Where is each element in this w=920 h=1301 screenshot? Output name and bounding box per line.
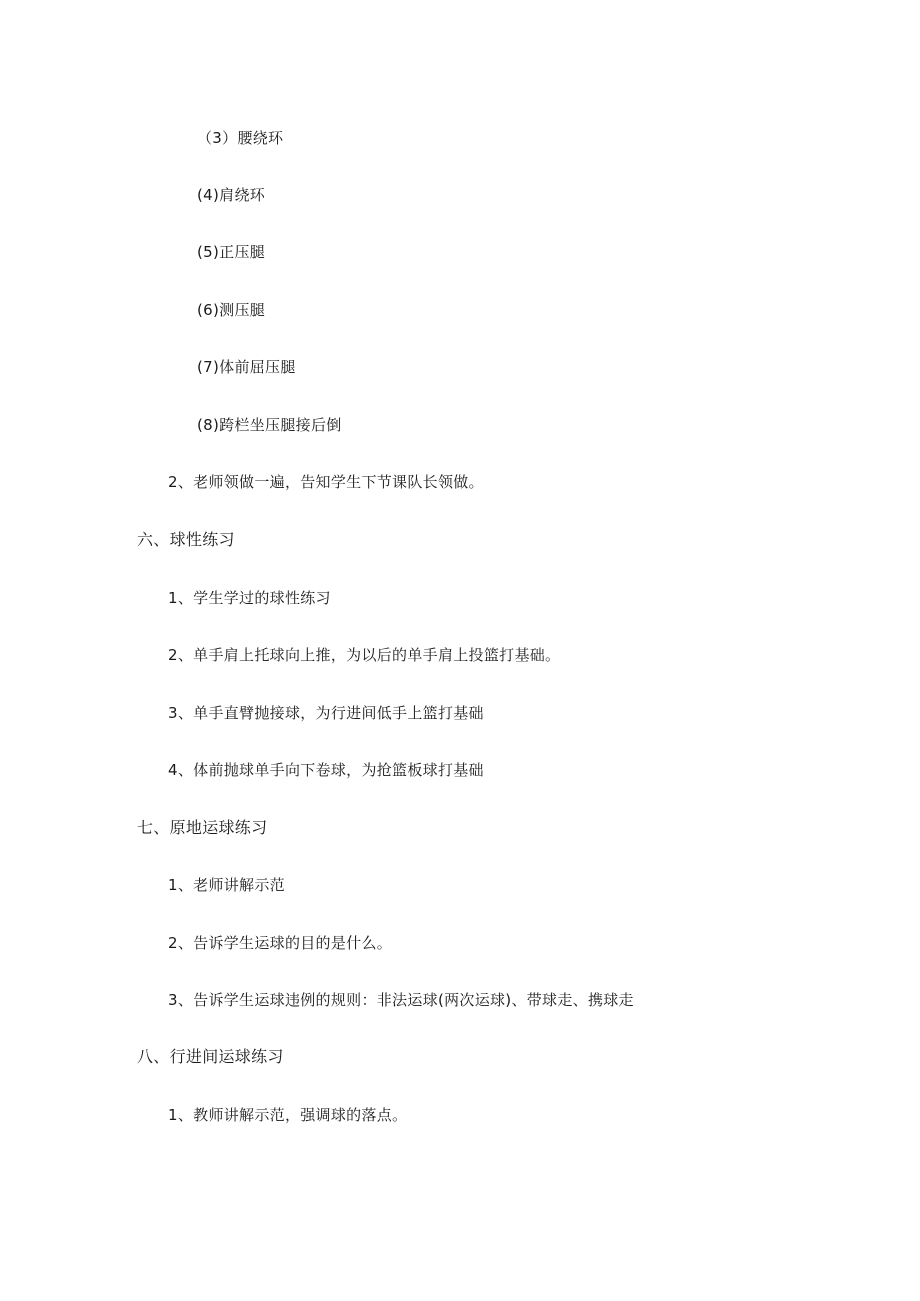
list-item-hurdle-sit-leg-press: (8)跨栏坐压腿接后倒 <box>197 416 342 434</box>
list-item-ball-feel-2: 2、单手肩上托球向上推，为以后的单手肩上投篮打基础。 <box>168 646 561 664</box>
list-item-dribble-3: 3、告诉学生运球违例的规则：非法运球(两次运球)、带球走、携球走 <box>168 991 634 1009</box>
list-item-waist-rotation: （3）腰绕环 <box>197 129 284 147</box>
list-item-moving-dribble-1: 1、教师讲解示范，强调球的落点。 <box>168 1106 408 1124</box>
list-item-side-leg-press: (6)测压腿 <box>197 301 266 319</box>
list-item-front-leg-press: (5)正压腿 <box>197 243 266 261</box>
list-item-ball-feel-3: 3、单手直臂抛接球，为行进间低手上篮打基础 <box>168 704 484 722</box>
list-item-dribble-2: 2、告诉学生运球的目的是什么。 <box>168 934 393 952</box>
list-item-teacher-lead: 2、老师领做一遍，告知学生下节课队长领做。 <box>168 473 484 491</box>
list-item-ball-feel-1: 1、学生学过的球性练习 <box>168 589 331 607</box>
section-heading-ball-feel: 六、球性练习 <box>137 530 235 549</box>
list-item-forward-bend-leg-press: (7)体前屈压腿 <box>197 358 296 376</box>
section-heading-stationary-dribble: 七、原地运球练习 <box>137 818 268 837</box>
list-item-shoulder-rotation: (4)肩绕环 <box>197 186 266 204</box>
list-item-dribble-1: 1、老师讲解示范 <box>168 876 285 894</box>
section-heading-moving-dribble: 八、行进间运球练习 <box>137 1047 284 1066</box>
list-item-ball-feel-4: 4、体前抛球单手向下卷球，为抢篮板球打基础 <box>168 761 484 779</box>
